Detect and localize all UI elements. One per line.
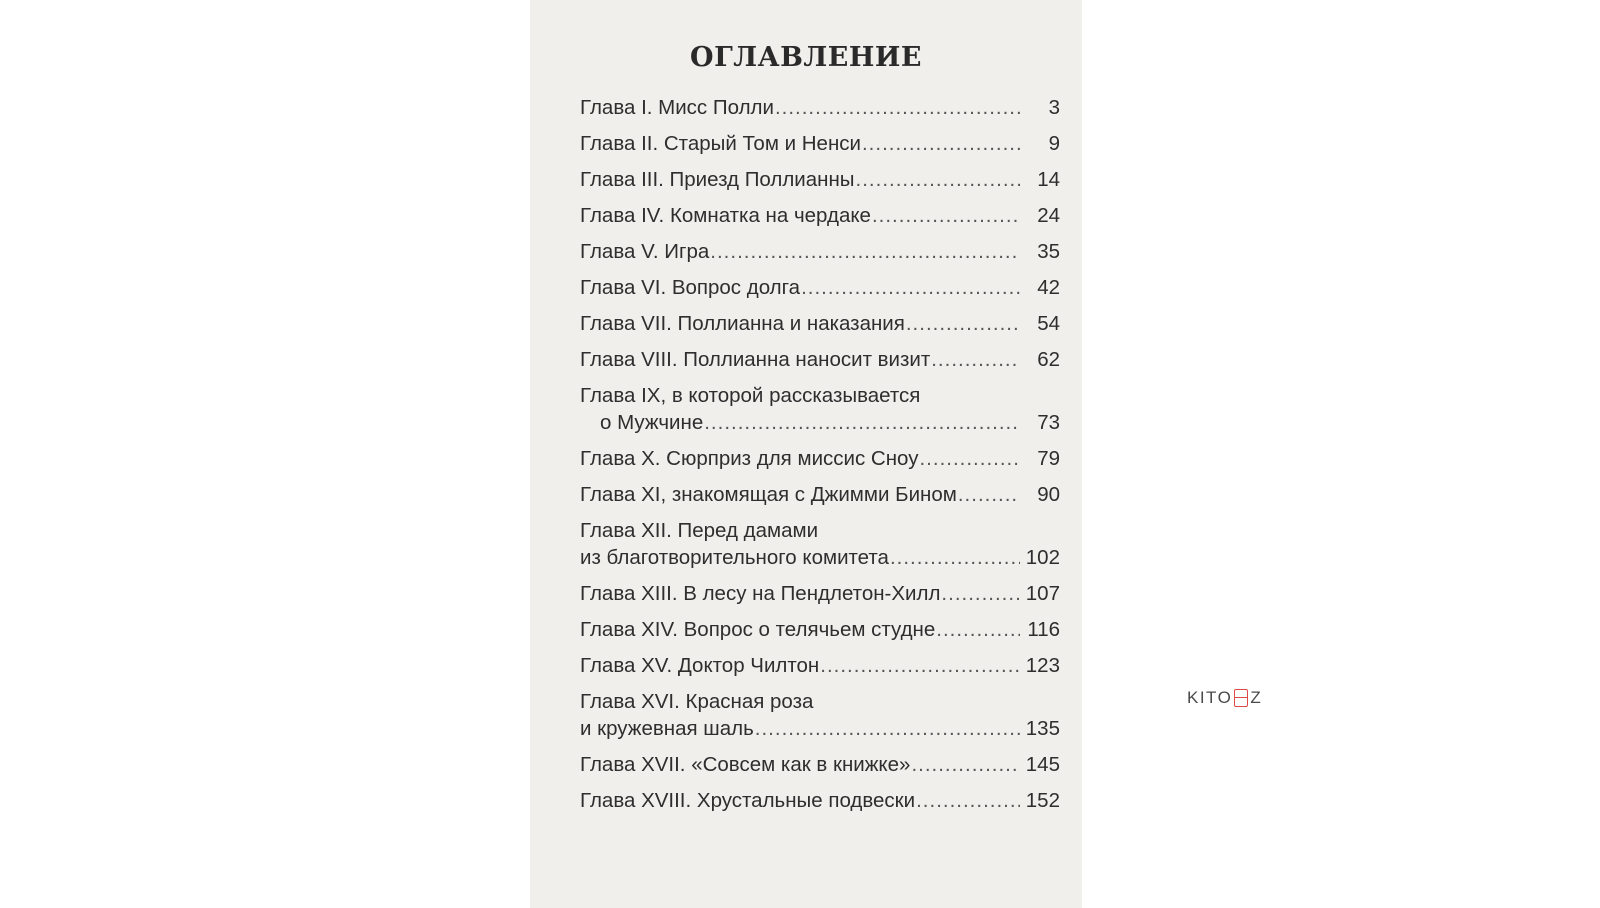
- toc-entry: [580, 202, 1060, 229]
- toc-page-number: 54: [1037, 312, 1060, 335]
- toc-entry: [580, 688, 1060, 742]
- toc-page-number: 14: [1037, 168, 1060, 191]
- dot-leader: [936, 616, 1020, 643]
- toc-entry: [580, 94, 1060, 121]
- toc-entry-title: Глава X. Сюрприз для миссис Сноу: [580, 447, 919, 470]
- dot-leader: [820, 652, 1020, 679]
- toc-page-number: 152: [1025, 789, 1060, 812]
- page-title: ОГЛАВЛЕНИЕ: [690, 42, 922, 73]
- watermark-text-left: KITO: [1187, 688, 1233, 707]
- watermark-logo: [1187, 688, 1262, 708]
- dot-leader: [931, 346, 1020, 373]
- toc-entry-title: Глава II. Старый Том и Ненси: [580, 132, 861, 155]
- toc-page-number: 123: [1025, 654, 1060, 677]
- toc-page-number: 24: [1037, 204, 1060, 227]
- dot-leader: [911, 751, 1019, 778]
- toc-entry: [580, 481, 1060, 508]
- dot-leader: [919, 445, 1020, 472]
- toc-entry: [580, 652, 1060, 679]
- toc-entry: [580, 517, 1060, 571]
- toc-page-number: 62: [1037, 348, 1060, 371]
- toc-entry-title: Глава XVI. Красная роза: [580, 690, 814, 713]
- toc-entry-title: Глава IX, в которой рассказывается: [580, 384, 921, 407]
- toc-entry: [580, 346, 1060, 373]
- dot-leader: [916, 787, 1020, 814]
- toc-entry-title: Глава III. Приезд Поллианны: [580, 168, 855, 191]
- toc-entry: [580, 616, 1060, 643]
- toc-entry-title: Глава XI, знакомящая с Джимми Бином: [580, 483, 957, 506]
- toc-entry-title: Глава XVIII. Хрустальные подвески: [580, 789, 916, 812]
- dot-leader: [704, 409, 1020, 436]
- toc-entry-title: Глава XIV. Вопрос о телячьем студне: [580, 618, 936, 641]
- toc-entry-title: Глава XVII. «Совсем как в книжке»: [580, 753, 911, 776]
- toc-entry: [580, 382, 1060, 436]
- toc-entry-title: Глава XII. Перед дамами: [580, 519, 819, 542]
- toc-entry-title: Глава XV. Доктор Чилтон: [580, 654, 820, 677]
- toc-entry-title: Глава V. Игра: [580, 240, 710, 263]
- toc-entry-title: Глава IV. Комнатка на чердаке: [580, 204, 871, 227]
- toc-entry-title-continued: из благотворительного комитета: [580, 546, 889, 569]
- watermark-text-right: Z: [1250, 688, 1263, 707]
- toc-entry: [580, 238, 1060, 265]
- toc-entry: [580, 787, 1060, 814]
- table-of-contents: [580, 94, 1060, 814]
- book-icon: [1234, 689, 1248, 707]
- toc-entry-title-continued: и кружевная шаль: [580, 717, 754, 740]
- toc-entry-title: Глава VI. Вопрос долга: [580, 276, 801, 299]
- book-page: [530, 0, 1082, 908]
- toc-page-number: 42: [1037, 276, 1060, 299]
- toc-entry: [580, 130, 1060, 157]
- toc-entry: [580, 580, 1060, 607]
- toc-entry-title: Глава XIII. В лесу на Пендлетон-Хилл: [580, 582, 941, 605]
- dot-leader: [906, 310, 1020, 337]
- toc-entry: [580, 445, 1060, 472]
- toc-entry-title: Глава VII. Поллианна и наказания: [580, 312, 905, 335]
- dot-leader: [890, 544, 1020, 571]
- toc-entry-title-continued: о Мужчине: [600, 411, 704, 434]
- toc-page-number: 135: [1025, 717, 1060, 740]
- toc-entry: [580, 166, 1060, 193]
- dot-leader: [710, 238, 1020, 265]
- toc-entry-title: Глава VIII. Поллианна наносит визит: [580, 348, 931, 371]
- toc-entry-title: Глава I. Мисс Полли: [580, 96, 774, 119]
- dot-leader: [958, 481, 1020, 508]
- dot-leader: [941, 580, 1019, 607]
- dot-leader: [775, 94, 1020, 121]
- toc-entry: [580, 274, 1060, 301]
- toc-page-number: 90: [1037, 483, 1060, 506]
- toc-page-number: 73: [1037, 411, 1060, 434]
- toc-page-number: 35: [1037, 240, 1060, 263]
- dot-leader: [872, 202, 1020, 229]
- toc-page-number: 107: [1025, 582, 1060, 605]
- toc-page-number: 145: [1025, 753, 1060, 776]
- toc-entry: [580, 310, 1060, 337]
- toc-page-number: 116: [1027, 618, 1060, 641]
- dot-leader: [801, 274, 1020, 301]
- dot-leader: [755, 715, 1020, 742]
- dot-leader: [862, 130, 1020, 157]
- toc-page-number: 3: [1048, 96, 1060, 119]
- toc-page-number: 102: [1025, 546, 1060, 569]
- toc-page-number: 79: [1037, 447, 1060, 470]
- toc-entry: [580, 751, 1060, 778]
- dot-leader: [856, 166, 1020, 193]
- toc-page-number: 9: [1048, 132, 1060, 155]
